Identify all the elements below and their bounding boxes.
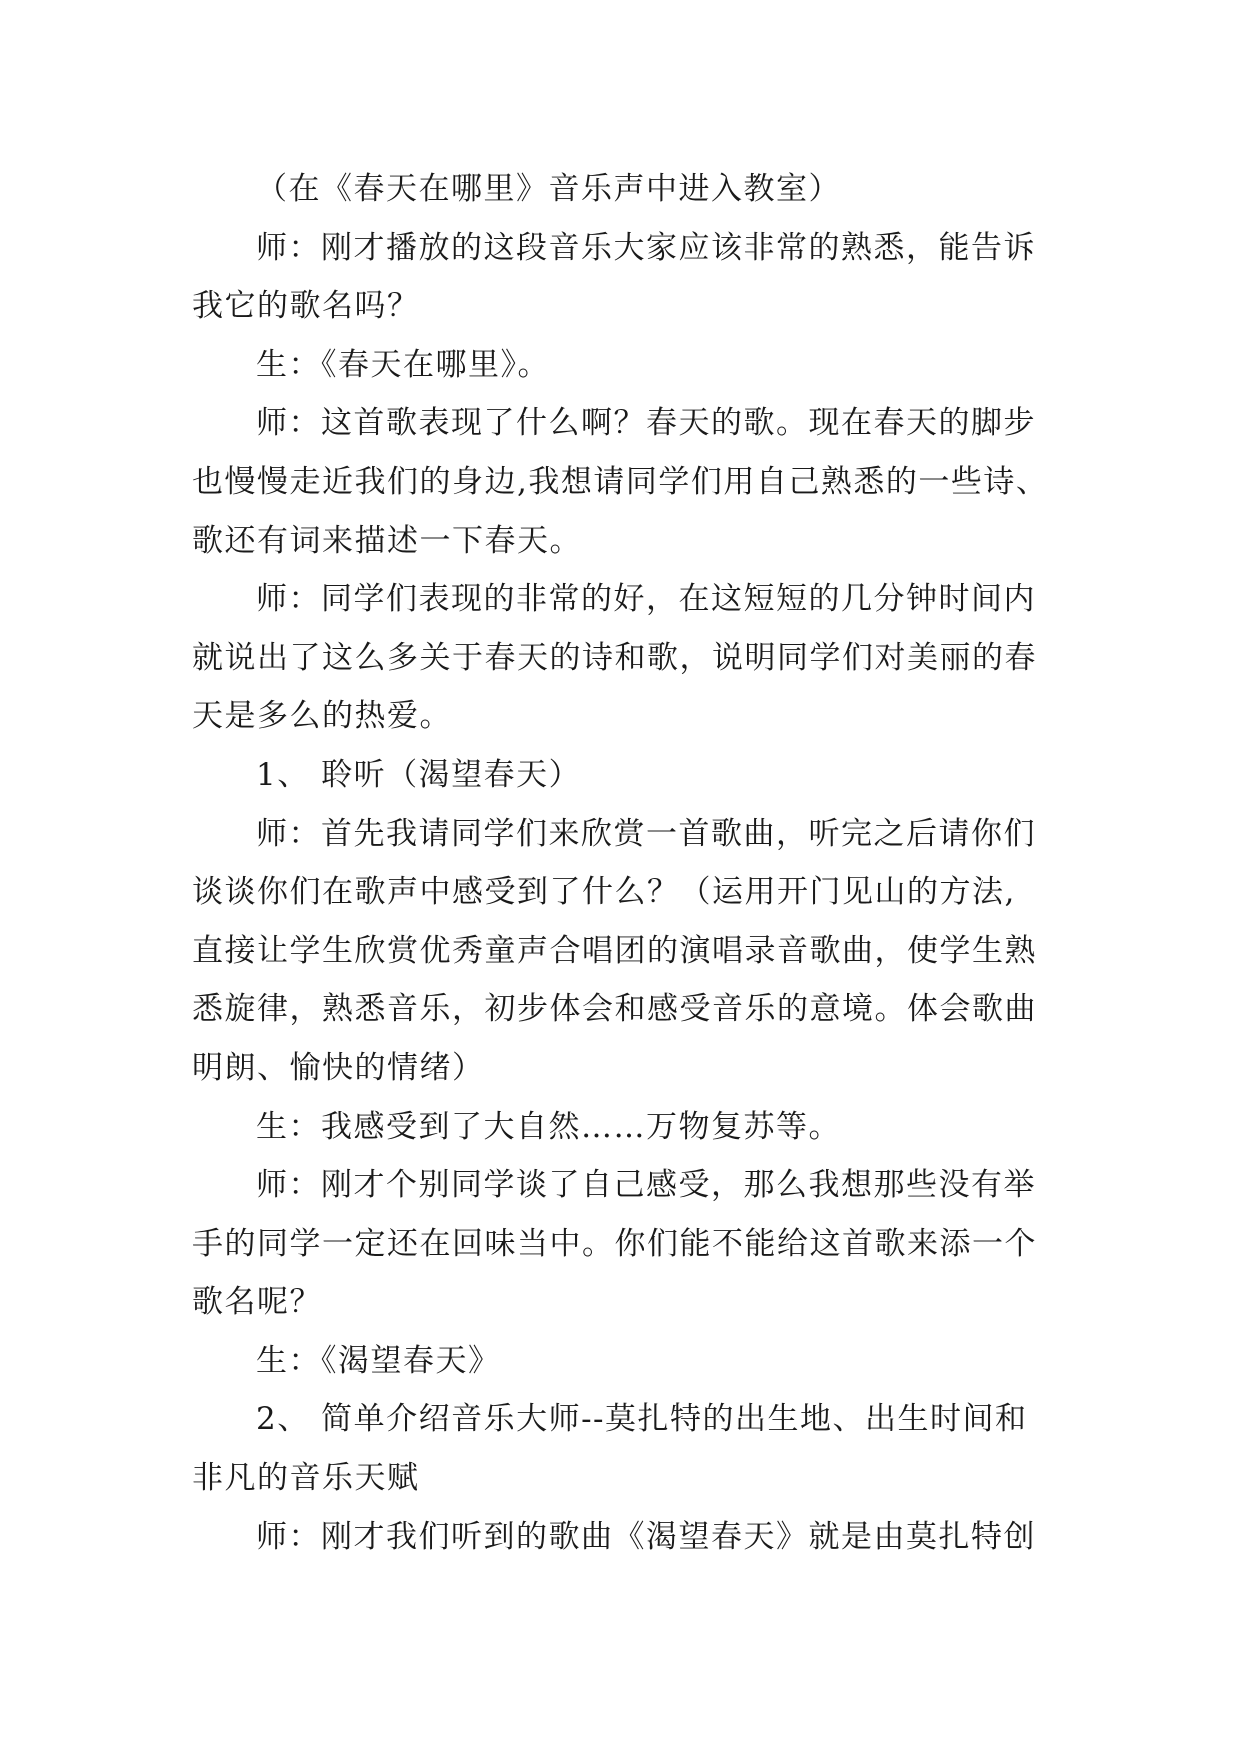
text-line: （在《春天在哪里》音乐声中进入教室） xyxy=(256,171,841,207)
text-line: 师：刚才个别同学谈了自己感受，那么我想那些没有举 xyxy=(256,1167,1036,1204)
text-line: 我它的歌名吗？ xyxy=(192,288,420,325)
paragraph xyxy=(192,1156,1052,1332)
paragraph xyxy=(192,1508,1052,1567)
section-heading xyxy=(192,746,1052,805)
paragraph xyxy=(192,394,1052,570)
text-line: 非凡的音乐天赋 xyxy=(192,1460,420,1497)
text-line: 生：《渴望春天》 xyxy=(256,1342,501,1379)
text-line: 师：同学们表现的非常的好，在这短短的几分钟时间内 xyxy=(256,581,1036,618)
text-line: 师：首先我请同学们来欣赏一首歌曲，听完之后请你们 xyxy=(256,815,1036,852)
text-line: 悉旋律，熟悉音乐，初步体会和感受音乐的意境。体会歌曲 xyxy=(192,991,1037,1028)
document-body xyxy=(192,160,1052,1566)
text-line: 歌还有词来描述一下春天。 xyxy=(192,522,582,559)
paragraph xyxy=(192,570,1052,746)
paragraph xyxy=(192,160,1052,219)
text-line: 谈谈你们在歌声中感受到了什么？（运用开门见山的方法, xyxy=(192,874,1016,911)
text-line: 2、 简单介绍音乐大师--莫扎特的出生地、出生时间和 xyxy=(256,1401,1028,1438)
text-line: 也慢慢走近我们的身边,我想请同学们用自己熟悉的一些诗、 xyxy=(192,463,1049,500)
text-line: 师：这首歌表现了什么啊？春天的歌。现在春天的脚步 xyxy=(256,405,1036,442)
text-line: 1、 聆听（渴望春天） xyxy=(256,756,582,793)
paragraph xyxy=(192,1098,1052,1157)
section-heading xyxy=(192,1390,1052,1507)
text-line: 手的同学一定还在回味当中。你们能不能给这首歌来添一个 xyxy=(192,1225,1037,1262)
text-line: 直接让学生欣赏优秀童声合唱团的演唱录音歌曲，使学生熟 xyxy=(192,932,1037,969)
paragraph xyxy=(192,219,1052,336)
text-line: 师：刚才播放的这段音乐大家应该非常的熟悉，能告诉 xyxy=(256,229,1036,266)
text-line: 生：《春天在哪里》。 xyxy=(256,346,550,383)
text-line: 歌名呢？ xyxy=(192,1284,322,1321)
paragraph xyxy=(192,805,1052,1098)
paragraph xyxy=(192,1332,1052,1391)
text-line: 师：刚才我们听到的歌曲《渴望春天》就是由莫扎特创 xyxy=(256,1518,1036,1555)
text-line: 天是多么的热爱。 xyxy=(192,698,452,735)
text-line: 就说出了这么多关于春天的诗和歌，说明同学们对美丽的春 xyxy=(192,639,1037,676)
text-line: 生：我感受到了大自然……万物复苏等。 xyxy=(256,1108,841,1145)
text-line: 明朗、愉快的情绪） xyxy=(192,1049,485,1086)
paragraph xyxy=(192,336,1052,395)
